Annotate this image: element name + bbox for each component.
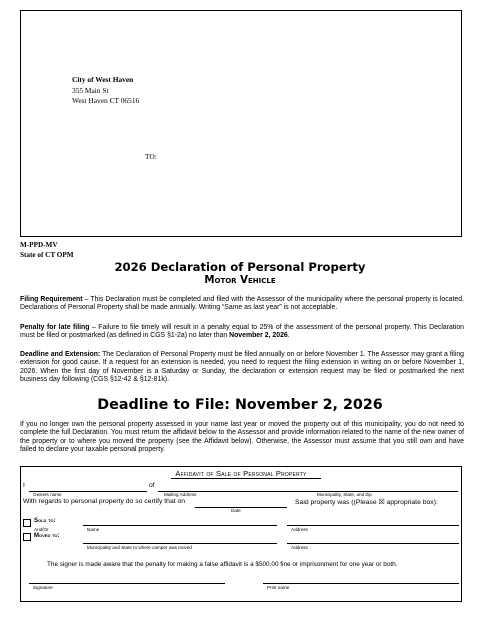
- ownership-notice: If you no longer own the personal property assessed in your name last year or moved the property out of this municipality, you do not need to complete the full Declaration. You must return the affidavit below to the Assessor and provide information related to the name of the new owner of the property or to where you moved the property (see the Affidavit below). Otherwise, the Assessor must assume that you still own and have failed to declare your taxable personal property.: [20, 421, 464, 453]
- affidavit-box: [20, 466, 462, 602]
- sender-city: West Haven CT 06516: [72, 96, 140, 105]
- form-authority: State of CT OPM: [20, 251, 74, 259]
- sender-name: City of West Haven: [72, 75, 134, 84]
- moved-location-caption: Municipality and State to where camper was moved: [87, 545, 192, 550]
- of-label: of: [149, 482, 155, 489]
- and-or-label: And/Or: [34, 527, 49, 532]
- sold-to-label: Sold to:: [34, 518, 56, 524]
- penalty-tail: .: [287, 332, 290, 340]
- i-label: I: [23, 482, 25, 489]
- mailing-window: [20, 10, 462, 237]
- print-name-caption: Print name: [267, 585, 290, 590]
- name-caption: Name: [87, 527, 100, 532]
- deadline-extension-text: The Declaration of Personal Property must be filed annually on or before November 1. The Assessor may grant a filing extension for good cause. If a request for an extension is needed, you need to request the filing extension in writing on or before November 1, 2026. When the first day of November is a Saturday or Sunday, the declaration or extension request may be filed or postmarked the next business day following (CGS §12-42 & §12-81k).: [20, 351, 464, 383]
- moved-to-checkbox[interactable]: [23, 533, 31, 541]
- date-caption: Date: [231, 508, 241, 513]
- penalty-deadline: November 2, 2026: [229, 332, 288, 340]
- page-subtitle: Motor Vehicle: [204, 275, 276, 286]
- said-property-text: Said property was ((Please ☒ appropriate box):: [295, 499, 438, 506]
- deadline-heading: Deadline to File: November 2, 2026: [97, 397, 383, 413]
- deadline-extension-paragraph: [20, 351, 464, 384]
- form-number: M-PPD-MV: [20, 241, 58, 249]
- owners-name-caption: Owners name: [33, 492, 62, 497]
- penalty-label: Penalty for late filing: [20, 324, 90, 331]
- page-title: 2026 Declaration of Personal Property: [114, 260, 366, 274]
- print-name-field[interactable]: [263, 583, 459, 584]
- municipality-caption: Municipality, State, and Zip: [317, 492, 372, 497]
- to-label: TO:: [145, 152, 157, 161]
- sender-address: [72, 75, 139, 107]
- affidavit-title: Affidavit of Sale of Personal Property: [175, 469, 307, 478]
- sold-to-checkbox[interactable]: [23, 519, 31, 527]
- certify-text: With regards to personal property do so certify that on: [23, 498, 186, 505]
- signature-caption: Signature: [33, 585, 53, 590]
- filing-requirement-label: Filing Requirement: [20, 296, 83, 303]
- moved-to-label: Moved to:: [34, 533, 60, 539]
- filing-requirement-text: – This Declaration must be completed and filed with the Assessor of the municipality where the personal property is located. Declarations of Personal Property shall be made annually. Writing “Same as last year” is not acceptable.: [20, 296, 465, 312]
- false-affidavit-notice: The signer is made aware that the penalty for making a false affidavit is a $500.00 fine or imprisonment for one year or both.: [47, 561, 398, 568]
- filing-requirement-paragraph: [20, 296, 464, 313]
- deadline-extension-label: Deadline and Extension:: [20, 351, 101, 358]
- address-caption-2: Address: [291, 545, 308, 550]
- affidavit-title-underline: [171, 478, 321, 479]
- form-code: [20, 240, 74, 260]
- mailing-address-field[interactable]: [158, 491, 458, 492]
- penalty-paragraph: [20, 324, 464, 341]
- moved-address-field[interactable]: [287, 543, 459, 544]
- penalty-text: – Failure to file timely will result in a penalty equal to 25% of the assessment of the personal property. This Declaration must be filed or postmarked (as defined in CGS §1-2a) no later than: [20, 324, 464, 340]
- buyer-name-field[interactable]: [83, 525, 277, 526]
- moved-location-field[interactable]: [83, 543, 277, 544]
- sender-street: 355 Main St: [72, 85, 109, 95]
- address-caption-1: Address: [291, 527, 308, 532]
- date-field[interactable]: [195, 507, 287, 508]
- buyer-address-field[interactable]: [287, 525, 459, 526]
- mailing-address-caption: Mailing Address: [164, 492, 197, 497]
- signature-field[interactable]: [29, 583, 225, 584]
